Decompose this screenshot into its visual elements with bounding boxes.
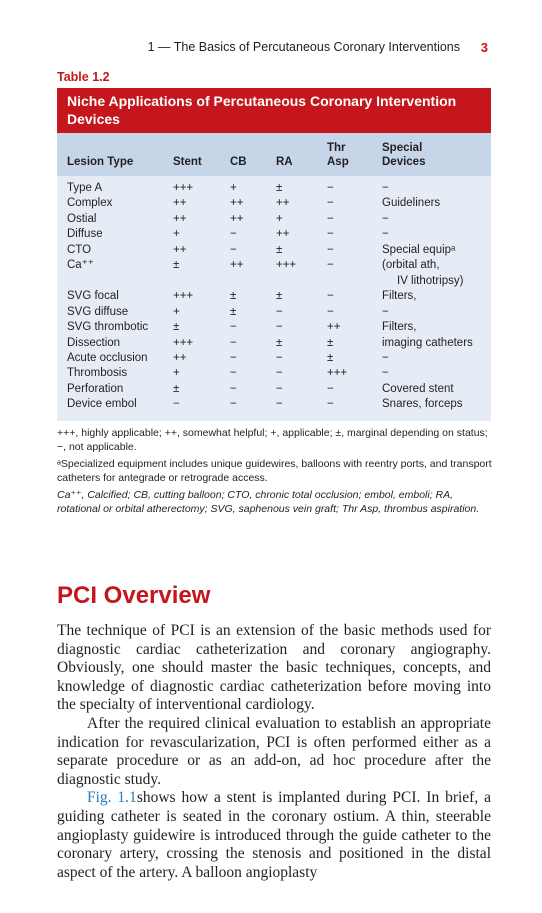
table-title: Niche Applications of Percutaneous Coronary Intervention Devices bbox=[57, 88, 491, 133]
header-ra: RA bbox=[276, 156, 293, 168]
paragraph-3 bbox=[57, 789, 491, 882]
cell-special: Special equipᵃ bbox=[382, 243, 456, 256]
table-row bbox=[57, 397, 491, 413]
cell-lesion: Complex bbox=[67, 197, 113, 210]
cell-special: Filters, bbox=[382, 290, 417, 303]
cell-cb: + bbox=[230, 182, 237, 194]
cell-lesion: Device embol bbox=[67, 398, 137, 411]
table-row bbox=[57, 336, 491, 352]
cell-special: − bbox=[382, 367, 389, 380]
cell-ra: − bbox=[276, 367, 283, 380]
cell-stent: +++ bbox=[173, 336, 194, 349]
table-row bbox=[57, 320, 491, 336]
cell-cb: ± bbox=[230, 290, 237, 303]
header-cb: CB bbox=[230, 156, 247, 168]
body-text bbox=[57, 622, 491, 882]
running-head bbox=[0, 40, 542, 56]
cell-thr: ± bbox=[327, 351, 334, 364]
cell-ra: − bbox=[276, 321, 283, 334]
cell-thr: ± bbox=[327, 336, 334, 349]
paragraph-2: After the required clinical evaluation to establish an appropriate indication for revascularization, PCI is often performed either as a separate procedure or as an add-on, ad hoc procedure after the diagnostic study. bbox=[57, 714, 491, 788]
cell-stent: ± bbox=[173, 259, 180, 272]
running-head-title: 1 — The Basics of Percutaneous Coronary Interventions bbox=[147, 40, 460, 54]
cell-cb: ± bbox=[230, 305, 237, 318]
cell-special: IV lithotripsy) bbox=[397, 274, 464, 287]
table-row bbox=[57, 382, 491, 398]
cell-lesion: Diffuse bbox=[67, 228, 103, 241]
cell-stent: ++ bbox=[173, 212, 187, 225]
cell-stent: ± bbox=[173, 321, 180, 334]
paragraph-1: The technique of PCI is an extension of the basic methods used for diagnostic cardiac catheterization and coronary angiography. Obviously, one should master the basic techniques, concepts, and knowledge of diagnostic cardiac catheterization before moving into the specialty of interventional cardiology. bbox=[57, 622, 491, 714]
cell-thr: ++ bbox=[327, 321, 341, 334]
footnote-specialized-equipment: ᵃSpecialized equipment includes unique guidewires, balloons with reentry ports, and transport catheters for antegrade or retrograde access. bbox=[57, 458, 492, 484]
header-stent: Stent bbox=[173, 156, 202, 168]
cell-ra: ± bbox=[276, 336, 283, 349]
cell-thr: − bbox=[327, 259, 334, 272]
cell-thr: − bbox=[327, 182, 334, 194]
cell-cb: ++ bbox=[230, 197, 244, 210]
cell-thr: − bbox=[327, 305, 334, 318]
cell-stent: + bbox=[173, 367, 180, 380]
cell-thr: +++ bbox=[327, 367, 348, 380]
cell-stent: + bbox=[173, 305, 180, 318]
cell-special: Filters, bbox=[382, 321, 417, 334]
table-header-row bbox=[57, 133, 491, 176]
cell-ra: ± bbox=[276, 243, 283, 256]
table-row bbox=[57, 351, 491, 367]
cell-ra: +++ bbox=[276, 259, 297, 272]
footnote-abbreviations: Ca⁺⁺, Calcified; CB, cutting balloon; CTO, chronic total occlusion; embol, emboli; RA, rotational or orbital atherectomy; SVG, saphenous vein graft; Thr Asp, thrombus aspiration. bbox=[57, 489, 480, 515]
cell-thr: − bbox=[327, 398, 334, 411]
table-footnotes bbox=[57, 426, 497, 519]
cell-special: Guideliners bbox=[382, 197, 441, 210]
cell-ra: ± bbox=[276, 290, 283, 303]
cell-cb: − bbox=[230, 382, 237, 395]
cell-ra: − bbox=[276, 398, 283, 411]
cell-lesion: Acute occlusion bbox=[67, 351, 148, 364]
cell-special: (orbital ath, bbox=[382, 259, 440, 272]
cell-ra: − bbox=[276, 382, 283, 395]
cell-ra: ++ bbox=[276, 197, 290, 210]
cell-special: − bbox=[382, 351, 389, 364]
footnote-legend: +++, highly applicable; ++, somewhat helpful; +, applicable; ±, marginal depending on status; −, not applicable. bbox=[57, 427, 488, 453]
figure-link[interactable]: Fig. 1.1 bbox=[87, 789, 137, 807]
cell-stent: ± bbox=[173, 382, 180, 395]
table-label: Table 1.2 bbox=[57, 70, 110, 84]
cell-cb: − bbox=[230, 398, 237, 411]
table-row bbox=[57, 212, 491, 228]
table-row bbox=[57, 274, 491, 290]
cell-ra: − bbox=[276, 305, 283, 318]
cell-stent: ++ bbox=[173, 351, 187, 364]
cell-stent: + bbox=[173, 228, 180, 241]
section-heading: PCI Overview bbox=[57, 582, 211, 609]
cell-stent: ++ bbox=[173, 197, 187, 210]
cell-ra: ± bbox=[276, 182, 283, 194]
cell-cb: ++ bbox=[230, 212, 244, 225]
cell-ra: − bbox=[276, 351, 283, 364]
cell-thr: − bbox=[327, 212, 334, 225]
table-row bbox=[57, 366, 491, 382]
paragraph-3-text: shows how a stent is implanted during PCI. In brief, a guiding catheter is seated in the coronary ostium. A thin, steerable angioplasty guidewire is introduced through the guide catheter to the coronary artery, crossing the stenosis and positioned in the distal aspect of the artery. A balloon angioplasty bbox=[57, 789, 491, 881]
cell-special: − bbox=[382, 305, 389, 318]
cell-thr: − bbox=[327, 228, 334, 241]
cell-special: Snares, forceps bbox=[382, 398, 463, 411]
cell-stent: ++ bbox=[173, 243, 187, 256]
cell-ra: + bbox=[276, 212, 283, 225]
cell-stent: +++ bbox=[173, 290, 194, 303]
cell-lesion: Type A bbox=[67, 182, 103, 194]
cell-lesion: SVG thrombotic bbox=[67, 321, 149, 334]
header-special-line1: Special bbox=[382, 142, 423, 154]
header-lesion-type: Lesion Type bbox=[67, 156, 134, 168]
cell-special: imaging catheters bbox=[382, 336, 473, 349]
table-row bbox=[57, 289, 491, 305]
cell-cb: − bbox=[230, 351, 237, 364]
cell-stent: − bbox=[173, 398, 180, 411]
table-row bbox=[57, 258, 491, 274]
cell-thr: − bbox=[327, 243, 334, 256]
cell-special: − bbox=[382, 228, 389, 241]
cell-lesion: SVG focal bbox=[67, 290, 119, 303]
table-row bbox=[57, 305, 491, 321]
cell-lesion: SVG diffuse bbox=[67, 305, 129, 318]
header-thr-line1: Thr bbox=[327, 142, 346, 154]
header-thr-line2: Asp bbox=[327, 156, 349, 168]
header-special-line2: Devices bbox=[382, 156, 426, 168]
cell-special: − bbox=[382, 212, 389, 225]
table-row bbox=[57, 227, 491, 243]
cell-lesion: Perforation bbox=[67, 382, 124, 395]
cell-cb: ++ bbox=[230, 259, 244, 272]
cell-ra: ++ bbox=[276, 228, 290, 241]
table-body bbox=[57, 176, 491, 421]
cell-cb: − bbox=[230, 243, 237, 256]
cell-cb: − bbox=[230, 321, 237, 334]
table-row bbox=[57, 181, 491, 197]
cell-thr: − bbox=[327, 382, 334, 395]
table-row bbox=[57, 243, 491, 259]
cell-cb: − bbox=[230, 336, 237, 349]
cell-lesion: CTO bbox=[67, 243, 92, 256]
page-number: 3 bbox=[480, 40, 488, 55]
cell-cb: − bbox=[230, 367, 237, 380]
cell-special: Covered stent bbox=[382, 382, 454, 395]
cell-stent: +++ bbox=[173, 182, 194, 194]
cell-cb: − bbox=[230, 228, 237, 241]
cell-lesion: Ostial bbox=[67, 212, 97, 225]
cell-lesion: Dissection bbox=[67, 336, 121, 349]
cell-thr: − bbox=[327, 290, 334, 303]
cell-special: − bbox=[382, 182, 389, 194]
cell-lesion: Thrombosis bbox=[67, 367, 128, 380]
cell-thr: − bbox=[327, 197, 334, 210]
cell-lesion: Ca⁺⁺ bbox=[67, 259, 94, 272]
table-row bbox=[57, 196, 491, 212]
